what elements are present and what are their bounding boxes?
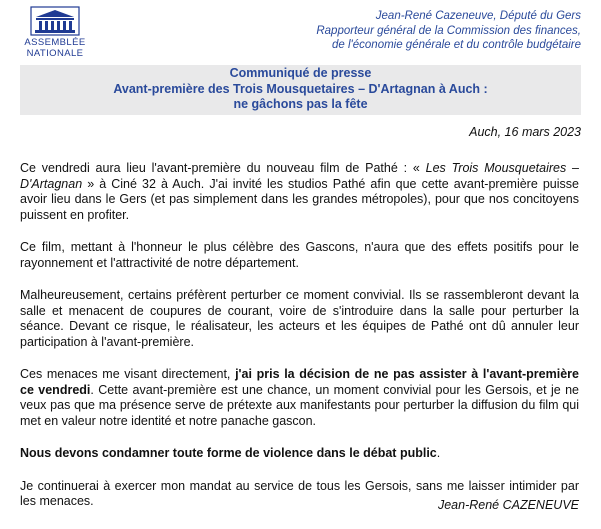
p1-text-b: » à Ciné 32 à Auch. J'ai invité les studios Pathé afin que cette avant-première puisse avoir lieu dans le Gers (et pas simplement dans les grandes métropoles), pour que nos concitoyens puissent en profiter. (20, 176, 579, 222)
signature: Jean-René CAZENEUVE (437, 498, 579, 512)
press-release-banner (20, 65, 581, 115)
author-role-2: de l'économie générale et du contrôle budgétaire (332, 39, 581, 51)
logo-line-1: ASSEMBLÉE (24, 37, 86, 48)
paragraph-6: Je continuerai à exercer mon mandat au service de tous les Gersois, sans me laisser intimider par les menaces. (20, 478, 579, 508)
author-name: Jean-René Cazeneuve, Député du Gers (375, 10, 581, 22)
author-block (201, 9, 581, 53)
banner-heading: Communiqué de presse (229, 66, 372, 80)
paragraph-1 (20, 161, 579, 223)
p4-text-b: . Cette avant-première est une chance, un moment convivial pour les Gersois, et je ne veux pas que ma présence serve de prétexte aux manifestants pour perturber la diffusion du film qui met en valeur notre identité et notre panache gascon. (20, 382, 579, 428)
logo-line-2: NATIONALE (26, 47, 84, 59)
p4-bold: j'ai pris la décision de ne pas assister à l'avant-première ce vendredi (20, 367, 579, 397)
date-line: Auch, 16 mars 2023 (469, 125, 581, 139)
paragraph-3: Malheureusement, certains préfèrent perturber ce moment convivial. Ils se rassembleront devant la salle et menacent de coupures de courant, voire de s'introduire dans la salle pour perturber la séance. Devant ce risque, le réalisateur, les acteurs et les équipes de Pathé ont dû annuler leur participation à l'avant-première. (20, 288, 579, 349)
assemblee-nationale-logo (20, 6, 90, 59)
p5-bold: Nous devons condamner toute forme de violence dans le débat public (20, 446, 437, 460)
paragraph-2: Ce film, mettant à l'honneur le plus célèbre des Gascons, n'aura que des effets positifs pour le rayonnement et l'attractivité de notre département. (20, 240, 579, 270)
p1-text-a: Ce vendredi aura lieu l'avant-première du nouveau film de Pathé : « (20, 161, 426, 175)
p4-text-a: Ces menaces me visant directement, (20, 367, 236, 381)
press-release-body (20, 161, 579, 527)
paragraph-5 (20, 446, 579, 462)
paragraph-4 (20, 367, 579, 429)
palais-bourbon-icon (30, 6, 80, 36)
banner-title-2: ne gâchons pas la fête (233, 97, 368, 111)
author-role-1: Rapporteur général de la Commission des finances, (316, 24, 581, 37)
film-title: Les Trois Mousquetaires – D'Artagnan (20, 161, 579, 191)
banner-title-1: Avant-première des Trois Mousquetaires – D'Artagnan à Auch : (113, 81, 488, 96)
p5-end: . (436, 446, 441, 460)
